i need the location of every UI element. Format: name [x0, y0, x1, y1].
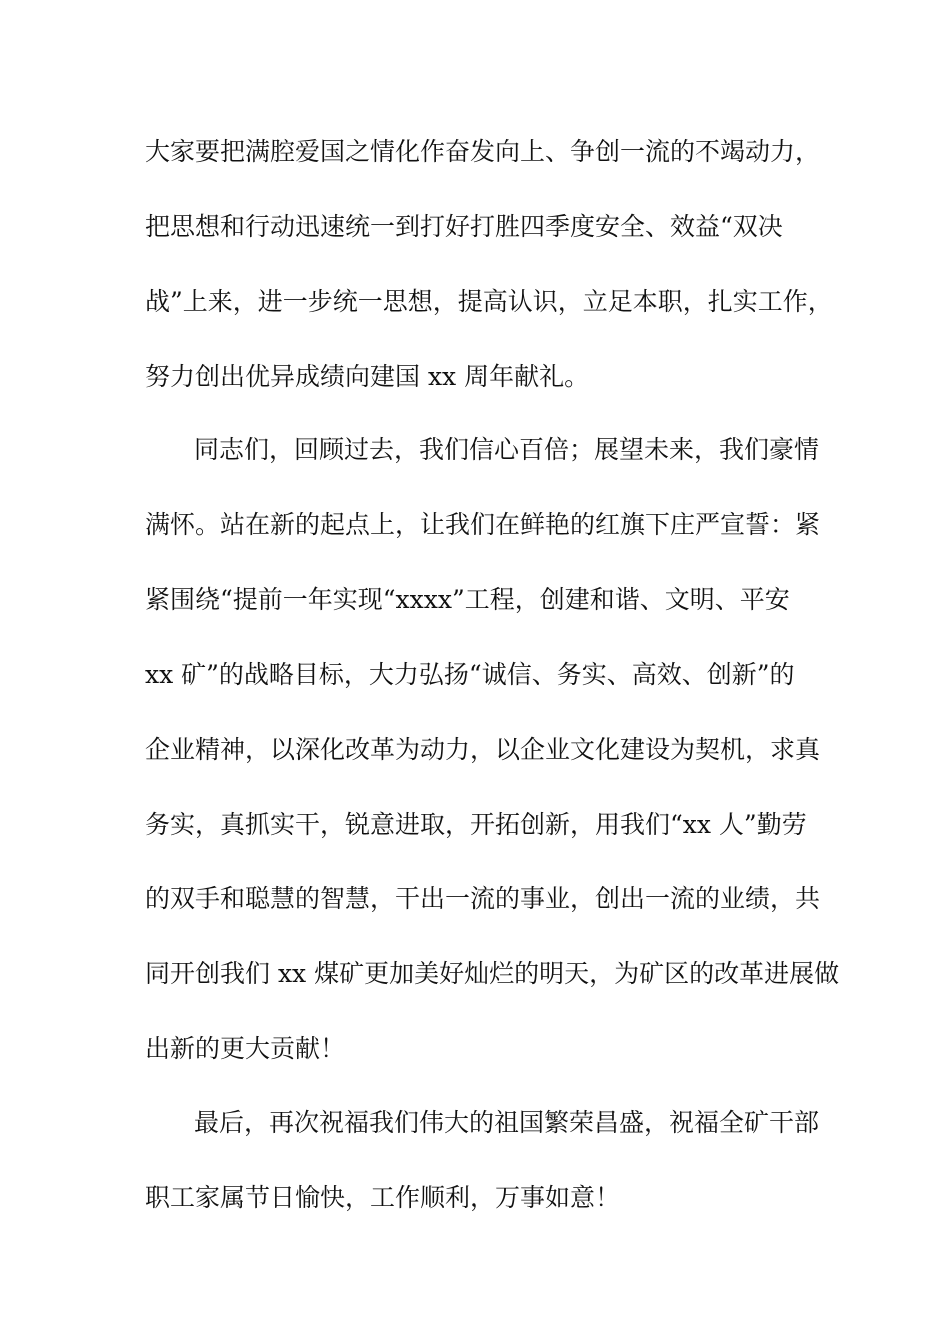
paragraph-2-line-5: 企业精神，以深化改革为动力，以企业文化建设为契机，求真: [145, 735, 821, 764]
paragraph-1-line-2: 把思想和行动迅速统一到打好打胜四季度安全、效益“双决: [145, 212, 783, 241]
paragraph-1-line-1: 大家要把满腔爱国之情化作奋发向上、争创一流的不竭动力，: [145, 137, 821, 166]
paragraph-3-line-1: 最后，再次祝福我们伟大的祖国繁荣昌盛，祝福全矿干部: [194, 1108, 820, 1137]
paragraph-2-line-7: 的双手和聪慧的智慧，干出一流的事业，创出一流的业绩，共: [145, 884, 821, 913]
paragraph-1-line-3: 战”上来，进一步统一思想，提高认识，立足本职，扎实工作，: [145, 287, 833, 316]
paragraph-2-line-1: 同志们，回顾过去，我们信心百倍；展望未来，我们豪情: [194, 435, 820, 464]
paragraph-1-line-4: 努力创出优异成绩向建国 xx 周年献礼。: [145, 362, 590, 391]
paragraph-3-line-2: 职工家属节日愉快，工作顺利，万事如意！: [145, 1183, 621, 1212]
paragraph-2-line-2: 满怀。站在新的起点上，让我们在鲜艳的红旗下庄严宣誓：紧: [145, 510, 821, 539]
paragraph-2-line-3: 紧围绕“提前一年实现“xxxx”工程，创建和谐、文明、平安: [145, 585, 790, 614]
paragraph-2-line-6: 务实，真抓实干，锐意进取，开拓创新，用我们“xx 人”勤劳: [145, 810, 807, 839]
paragraph-2-line-4: xx 矿”的战略目标，大力弘扬“诚信、务实、高效、创新”的: [145, 660, 795, 689]
paragraph-2-line-8: 同开创我们 xx 煤矿更加美好灿烂的明天，为矿区的改革进展做: [145, 959, 840, 988]
paragraph-2-line-9: 出新的更大贡献！: [145, 1034, 346, 1063]
